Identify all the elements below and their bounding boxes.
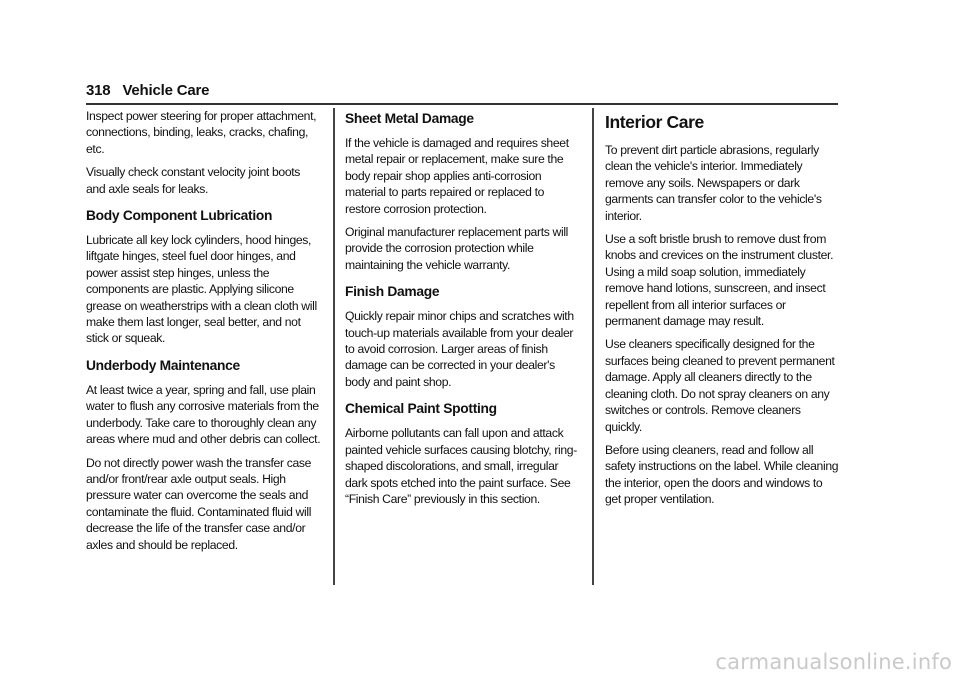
column-divider-1 [333,108,335,585]
paragraph-cleaners-designed: Use cleaners specifically designed for the surfaces being cleaned to prevent permanent damage. Apply all cleaners directly to the cleaning cloth. Do not spray cleaners on any switches or controls. Remove cleaners quickly. [605,337,835,434]
header-divider [86,103,838,105]
paragraph-finish-damage: Quickly repair minor chips and scratches with touch-up materials available from your dealer to avoid corrosion. Larger areas of finish damage can be corrected in your dealer's body and paint shop. [345,309,574,389]
paragraph-underbody-flush: At least twice a year, spring and fall, use plain water to flush any corrosive materials from the underbody. Take care to thoroughly clean any areas where mud and other debris can collect. [86,382,321,447]
paragraph-sheet-metal-repair: If the vehicle is damaged and requires sheet metal repair or replacement, make sure the body repair shop applies anti-corrosion material to parts repaired or replaced to restore corrosion protection. [345,136,569,216]
watermark-logo: carmanualsonline.info [715,650,952,674]
heading-body-component-lubrication: Body Component Lubrication [86,208,273,224]
heading-chemical-paint-spotting: Chemical Paint Spotting [345,401,497,417]
column-left [86,108,322,560]
paragraph-soft-brush: Use a soft bristle brush to remove dust from knobs and crevices on the instrument cluster. Using a mild soap solution, immediately remove hand lotions, sunscreen, and insect repellent from all interior surfaces or permanent damage may result. [605,232,834,329]
paragraph-power-wash: Do not directly power wash the transfer case and/or front/rear axle output seals. High pressure water can overcome the seals and contaminate the fluid. Contaminated fluid will decrease the life of the transfer case and/or axles and should be replaced. [86,455,312,552]
heading-finish-damage: Finish Damage [345,284,440,300]
paragraph-chemical-spotting: Airborne pollutants can fall upon and attack painted vehicle surfaces causing blotchy, ring-shaped discolorations, and small, irregular dark spots etched into the paint surface. See “Finish Care” previously in this section. [345,426,577,506]
column-divider-2 [592,108,594,585]
paragraph-power-steering: Inspect power steering for proper attachment, connections, binding, leaks, cracks, chafing, etc. [86,109,317,156]
paragraph-lubrication: Lubricate all key lock cylinders, hood hinges, liftgate hinges, steel fuel door hinges, and power assist step hinges, unless the components are plastic. Applying silicone grease on weatherstrips with a clean cloth will make them last longer, seal better, and not stick or squeak. [86,233,317,346]
page-header [86,82,209,104]
paragraph-cv-joint: Visually check constant velocity joint boots and axle seals for leaks. [86,165,301,196]
section-title: Vehicle Care [122,82,210,99]
paragraph-replacement-parts: Original manufacturer replacement parts will provide the corrosion protection while maintaining the vehicle warranty. [345,225,569,272]
heading-sheet-metal-damage: Sheet Metal Damage [345,111,474,126]
column-middle [345,108,581,514]
page-number: 318 [86,82,111,99]
paragraph-safety-instructions: Before using cleaners, read and follow all safety instructions on the label. While cleaning the interior, open the doors and windows to get proper ventilation. [605,442,839,507]
heading-interior-care: Interior Care [605,112,704,132]
paragraph-interior-clean: To prevent dirt particle abrasions, regularly clean the vehicle's interior. Immediately remove any soils. Newspapers or dark garments can transfer color to the vehicle's interior. [605,143,822,223]
column-right [605,108,839,515]
heading-underbody-maintenance: Underbody Maintenance [86,357,240,373]
